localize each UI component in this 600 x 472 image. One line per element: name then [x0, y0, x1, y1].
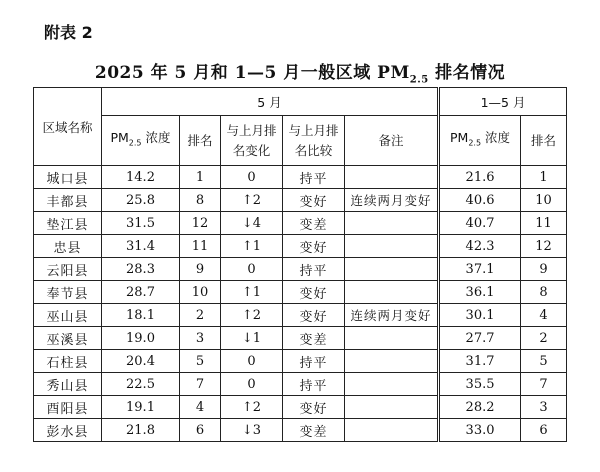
pm-subscript: 2.5: [468, 138, 482, 148]
cell-note: [345, 166, 439, 189]
header-note: 备注: [345, 116, 439, 166]
cell-ytd-rank: 9: [521, 258, 567, 281]
cell-ytd-rank: 1: [521, 166, 567, 189]
cell-rank-change: 0: [221, 350, 283, 373]
title-suffix: 排名情况: [428, 63, 506, 83]
cell-rank-compare: 变差: [283, 212, 345, 235]
cell-rank-change: ↑2: [221, 189, 283, 212]
cell-ytd-rank: 10: [521, 189, 567, 212]
header-rank-compare: [283, 116, 345, 166]
pm-label: PM: [450, 129, 469, 145]
cell-ytd-pm: 31.7: [439, 350, 521, 373]
header-ytd-pm: [439, 116, 521, 166]
cell-note: [345, 258, 439, 281]
cell-region: 云阳县: [34, 258, 102, 281]
cell-ytd-rank: 4: [521, 304, 567, 327]
cell-region: 巫山县: [34, 304, 102, 327]
cell-rank-change: ↑1: [221, 281, 283, 304]
cell-may-pm: 22.5: [102, 373, 180, 396]
cell-rank-compare: 变好: [283, 189, 345, 212]
table-row: [34, 235, 567, 258]
cell-ytd-rank: 7: [521, 373, 567, 396]
compare-line2: 名比较: [294, 142, 333, 158]
cell-region: 忠县: [34, 235, 102, 258]
cell-ytd-pm: 37.1: [439, 258, 521, 281]
cell-rank-change: 0: [221, 166, 283, 189]
cell-may-pm: 19.1: [102, 396, 180, 419]
cell-ytd-rank: 12: [521, 235, 567, 258]
header-ytd-rank: 排名: [521, 116, 567, 166]
cell-note: 连续两月变好: [345, 304, 439, 327]
cell-may-rank: 10: [180, 281, 221, 304]
cell-may-pm: 28.3: [102, 258, 180, 281]
table-row: [34, 166, 567, 189]
table-title: [0, 58, 600, 85]
cell-ytd-rank: 8: [521, 281, 567, 304]
cell-rank-compare: 变差: [283, 327, 345, 350]
title-subscript: 2.5: [409, 74, 429, 86]
pm-suffix: 浓度: [141, 129, 171, 145]
cell-rank-change: 0: [221, 258, 283, 281]
cell-rank-compare: 变好: [283, 396, 345, 419]
cell-region: 酉阳县: [34, 396, 102, 419]
table-row: [34, 419, 567, 442]
appendix-label: 附表 2: [44, 23, 93, 42]
cell-may-rank: 2: [180, 304, 221, 327]
cell-may-pm: 14.2: [102, 166, 180, 189]
cell-rank-compare: 变好: [283, 235, 345, 258]
rank-change-line1: 与上月排: [226, 122, 277, 138]
cell-note: [345, 327, 439, 350]
cell-ytd-pm: 27.7: [439, 327, 521, 350]
cell-note: [345, 396, 439, 419]
cell-may-pm: 19.0: [102, 327, 180, 350]
cell-ytd-rank: 2: [521, 327, 567, 350]
compare-line1: 与上月排: [288, 122, 339, 138]
pm-suffix: 浓度: [481, 129, 511, 145]
cell-ytd-pm: 36.1: [439, 281, 521, 304]
cell-region: 石柱县: [34, 350, 102, 373]
cell-may-rank: 7: [180, 373, 221, 396]
cell-ytd-rank: 11: [521, 212, 567, 235]
cell-may-pm: 31.5: [102, 212, 180, 235]
cell-rank-compare: 持平: [283, 350, 345, 373]
cell-region: 巫溪县: [34, 327, 102, 350]
cell-region: 垫江县: [34, 212, 102, 235]
table-row: [34, 304, 567, 327]
cell-region: 丰都县: [34, 189, 102, 212]
cell-may-rank: 3: [180, 327, 221, 350]
cell-rank-compare: 持平: [283, 258, 345, 281]
header-may-group: 5 月: [102, 88, 439, 116]
cell-ytd-pm: 40.6: [439, 189, 521, 212]
cell-ytd-pm: 21.6: [439, 166, 521, 189]
cell-rank-change: 0: [221, 373, 283, 396]
cell-note: [345, 419, 439, 442]
rank-change-line2: 名变化: [232, 142, 271, 158]
cell-ytd-pm: 35.5: [439, 373, 521, 396]
table-row: [34, 396, 567, 419]
cell-rank-compare: 变好: [283, 304, 345, 327]
cell-rank-compare: 持平: [283, 166, 345, 189]
cell-may-rank: 5: [180, 350, 221, 373]
cell-ytd-pm: 30.1: [439, 304, 521, 327]
cell-ytd-pm: 28.2: [439, 396, 521, 419]
cell-rank-change: ↓3: [221, 419, 283, 442]
cell-may-rank: 8: [180, 189, 221, 212]
cell-may-pm: 20.4: [102, 350, 180, 373]
cell-may-rank: 11: [180, 235, 221, 258]
cell-note: [345, 281, 439, 304]
title-prefix: 2025 年 5 月和 1—5 月一般区域 PM: [94, 63, 410, 83]
table-row: [34, 212, 567, 235]
cell-rank-compare: 持平: [283, 373, 345, 396]
cell-note: [345, 350, 439, 373]
header-rank-change: [221, 116, 283, 166]
table-row: [34, 373, 567, 396]
header-region: 区域名称: [34, 88, 102, 166]
cell-may-rank: 6: [180, 419, 221, 442]
table-row: [34, 327, 567, 350]
cell-ytd-rank: 3: [521, 396, 567, 419]
table-row: [34, 258, 567, 281]
header-ytd-group: 1—5 月: [439, 88, 567, 116]
cell-may-pm: 28.7: [102, 281, 180, 304]
ranking-table: [33, 87, 567, 442]
cell-rank-change: ↓1: [221, 327, 283, 350]
header-may-rank: 排名: [180, 116, 221, 166]
cell-may-rank: 4: [180, 396, 221, 419]
cell-region: 秀山县: [34, 373, 102, 396]
cell-ytd-rank: 5: [521, 350, 567, 373]
cell-note: [345, 235, 439, 258]
cell-region: 奉节县: [34, 281, 102, 304]
cell-ytd-pm: 33.0: [439, 419, 521, 442]
cell-rank-change: ↑2: [221, 304, 283, 327]
cell-ytd-rank: 6: [521, 419, 567, 442]
cell-may-rank: 12: [180, 212, 221, 235]
table-row: [34, 281, 567, 304]
cell-may-pm: 21.8: [102, 419, 180, 442]
cell-may-pm: 25.8: [102, 189, 180, 212]
cell-rank-change: ↑1: [221, 235, 283, 258]
pm-label: PM: [110, 129, 129, 145]
table-row: [34, 350, 567, 373]
cell-note: [345, 373, 439, 396]
cell-note: 连续两月变好: [345, 189, 439, 212]
cell-rank-change: ↑2: [221, 396, 283, 419]
cell-region: 彭水县: [34, 419, 102, 442]
cell-ytd-pm: 40.7: [439, 212, 521, 235]
table-row: [34, 189, 567, 212]
header-row-group: [34, 88, 567, 116]
cell-ytd-pm: 42.3: [439, 235, 521, 258]
header-row-columns: [34, 116, 567, 166]
pm-subscript: 2.5: [128, 138, 142, 148]
cell-may-rank: 1: [180, 166, 221, 189]
header-may-pm: [102, 116, 180, 166]
cell-note: [345, 212, 439, 235]
cell-rank-compare: 变差: [283, 419, 345, 442]
cell-rank-compare: 变好: [283, 281, 345, 304]
cell-may-pm: 31.4: [102, 235, 180, 258]
cell-may-pm: 18.1: [102, 304, 180, 327]
cell-may-rank: 9: [180, 258, 221, 281]
cell-rank-change: ↓4: [221, 212, 283, 235]
cell-region: 城口县: [34, 166, 102, 189]
